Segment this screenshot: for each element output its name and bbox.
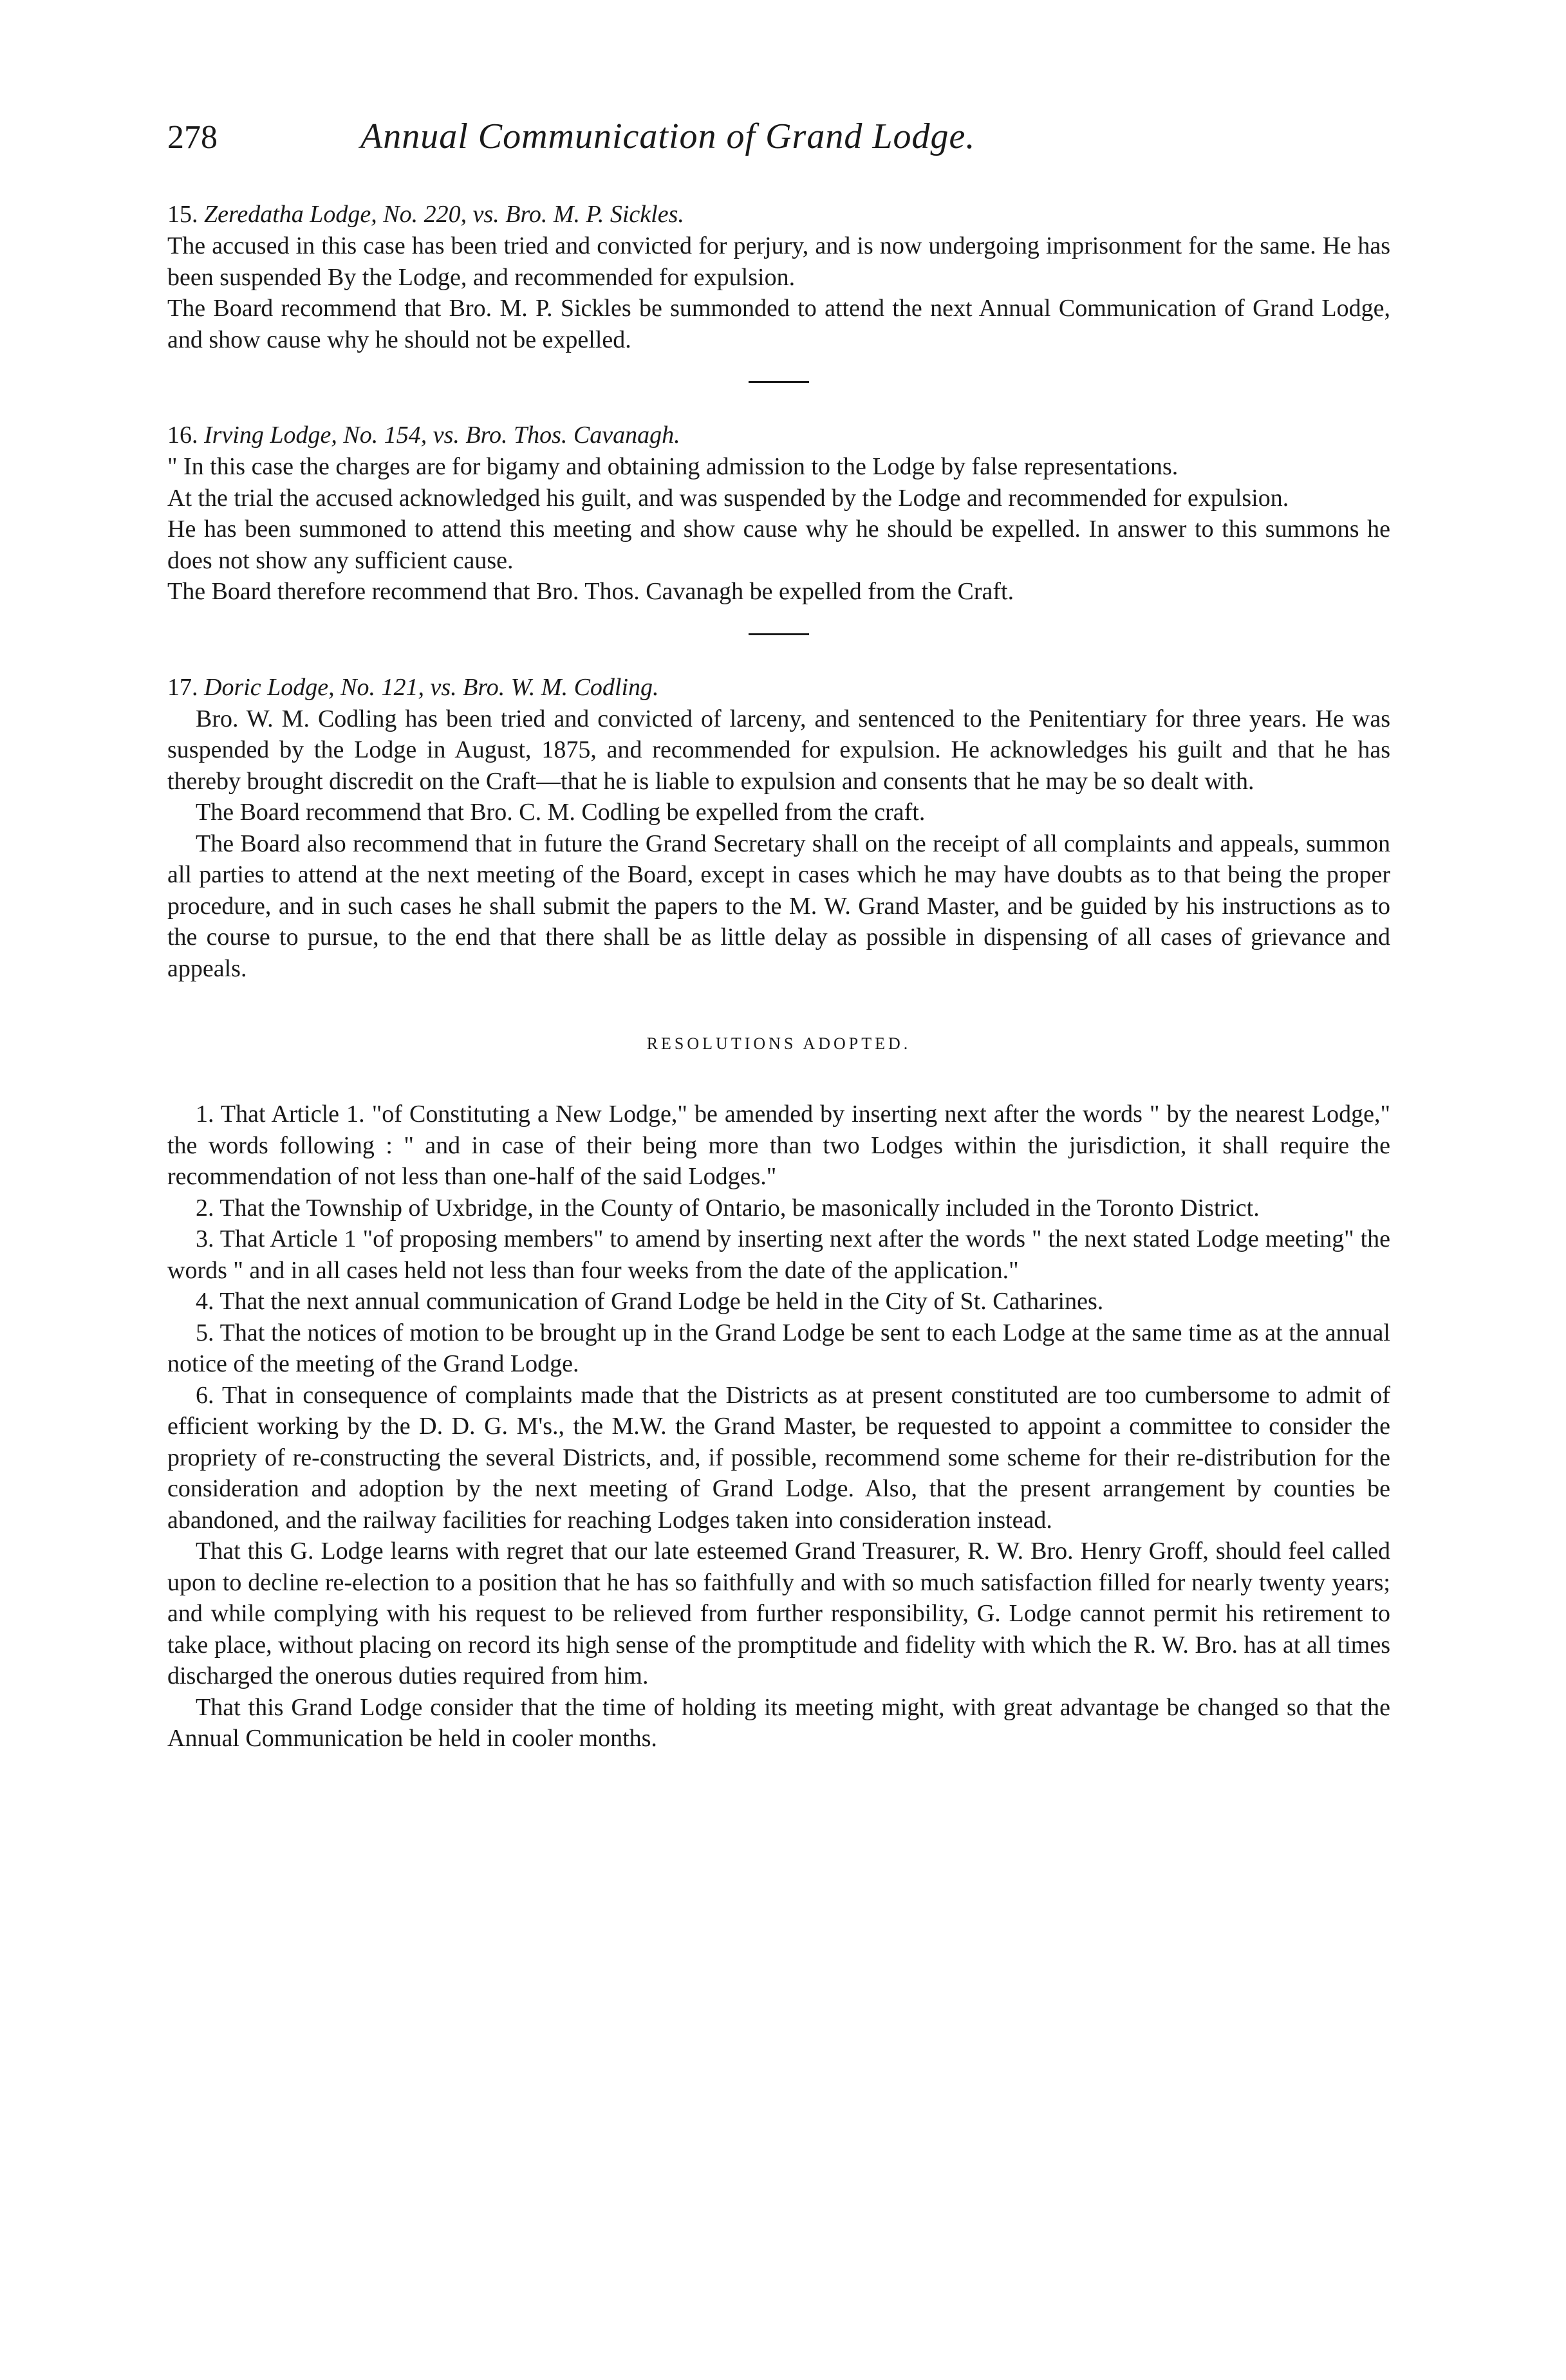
resolution-item: 5. That the notices of motion to be brought up in the Grand Lodge be sent to each Lodge at the same time as at the annual notice of the meeting of the Grand Lodge. [167, 1319, 1390, 1377]
case-heading [167, 671, 1390, 703]
section-divider [749, 633, 809, 635]
case-paragraph: The Board therefore recommend that Bro. Thos. Cavanagh be expelled from the Craft. [167, 578, 1014, 605]
case-heading [167, 198, 1390, 230]
page [167, 116, 1390, 1754]
resolution-item: 4. That the next annual communication of Grand Lodge be held in the City of St. Catharines. [196, 1288, 1104, 1315]
resolution-item: That this Grand Lodge consider that the time of holding its meeting might, with great advantage be changed so that the Annual Communication be held in cooler months. [167, 1693, 1390, 1752]
page-header [167, 116, 1390, 167]
running-title: Annual Communication of Grand Lodge. [360, 116, 976, 156]
resolution-item: That this G. Lodge learns with regret that our late esteemed Grand Treasurer, R. W. Bro. Henry Groff, should feel called upon to decline re-election to a position that he has so faithfully and with so much satisfaction filled for nearly twenty years; and while complying with his request to be relieved from further responsibility, G. Lodge cannot permit his retirement to take place, without placing on record its high sense of the promptitude and fidelity with which the R. W. Bro. has at all times discharged the onerous duties required from him. [167, 1538, 1390, 1689]
resolution-item: 1. That Article 1. "of Constituting a New Lodge," be amended by inserting next after the words " by the nearest Lodge," the words following : " and in case of their being more than two Lodges within the jurisdiction, it shall require the recommendation of not less than one-half of the said Lodges." [167, 1101, 1390, 1190]
case-paragraph: He has been summoned to attend this meeting and show cause why he should be expelled. In answer to this summons he does not show any sufficient cause. [167, 516, 1390, 574]
case-paragraph: The accused in this case has been tried and convicted for perjury, and is now undergoing imprisonment for the same. He has been suspended By the Lodge, and recommended for expulsion. [167, 232, 1390, 291]
resolutions-list [167, 1099, 1390, 1754]
resolution-item: 6. That in consequence of complaints made that the Districts as at present constituted are too cumbersome to admit of efficient working by the D. D. G. M's., the M.W. the Grand Master, be requested to appoint a committee to consider the propriety of re-constructing the several Districts, and, if possible, recommend some scheme for their re-distribution for the consideration and adoption by the next meeting of Grand Lodge. Also, that the present arrangement by counties be abandoned, and the railway facilities for reaching Lodges taken into consideration instead. [167, 1381, 1390, 1534]
resolution-item: 3. That Article 1 "of proposing members" to amend by inserting next after the words " the next stated Lodge meeting" the words " and in all cases held not less than four weeks from the date of the application." [167, 1225, 1390, 1284]
case-section [167, 198, 1390, 355]
case-title: Doric Lodge, No. 121, vs. Bro. W. M. Codling. [204, 673, 659, 701]
case-paragraph: The Board recommend that Bro. C. M. Codling be expelled from the craft. [196, 799, 926, 826]
resolution-item: 2. That the Township of Uxbridge, in the County of Ontario, be masonically included in the Toronto District. [196, 1194, 1260, 1222]
case-paragraph: The Board also recommend that in future the Grand Secretary shall on the receipt of all complaints and appeals, summon all parties to attend at the next meeting of the Board, except in cases which he may have doubts as to that being the proper procedure, and in such cases he shall submit the papers to the M. W. Grand Master, and be guided by his instructions as to the course to pursue, to the end that there shall be as little delay as possible in dispensing of all cases of grievance and appeals. [167, 830, 1390, 982]
section-divider [749, 381, 809, 383]
case-number: 17. [167, 673, 198, 701]
case-number: 15. [167, 201, 198, 228]
case-paragraph: At the trial the accused acknowledged his guilt, and was suspended by the Lodge and recommended for expulsion. [167, 484, 1289, 512]
case-title: Zeredatha Lodge, No. 220, vs. Bro. M. P. Sickles. [204, 201, 684, 228]
case-paragraph: " In this case the charges are for bigamy and obtaining admission to the Lodge by false representations. [167, 453, 1179, 480]
case-heading [167, 419, 1390, 451]
case-section [167, 671, 1390, 985]
page-number: 278 [167, 119, 218, 156]
case-paragraph: Bro. W. M. Codling has been tried and convicted of larceny, and sentenced to the Penitentiary for three years. He was suspended by the Lodge in August, 1875, and recommended for expulsion. He acknowledges his guilt and that he has thereby brought discredit on the Craft—that he is liable to expulsion and consents that he may be so dealt with. [167, 705, 1390, 795]
resolutions-heading: RESOLUTIONS ADOPTED. [646, 1034, 911, 1053]
case-section [167, 419, 1390, 608]
case-title: Irving Lodge, No. 154, vs. Bro. Thos. Cavanagh. [204, 422, 680, 449]
case-number: 16. [167, 422, 198, 449]
case-paragraph: The Board recommend that Bro. M. P. Sickles be summonded to attend the next Annual Communication of Grand Lodge, and show cause why he should not be expelled. [167, 295, 1390, 353]
